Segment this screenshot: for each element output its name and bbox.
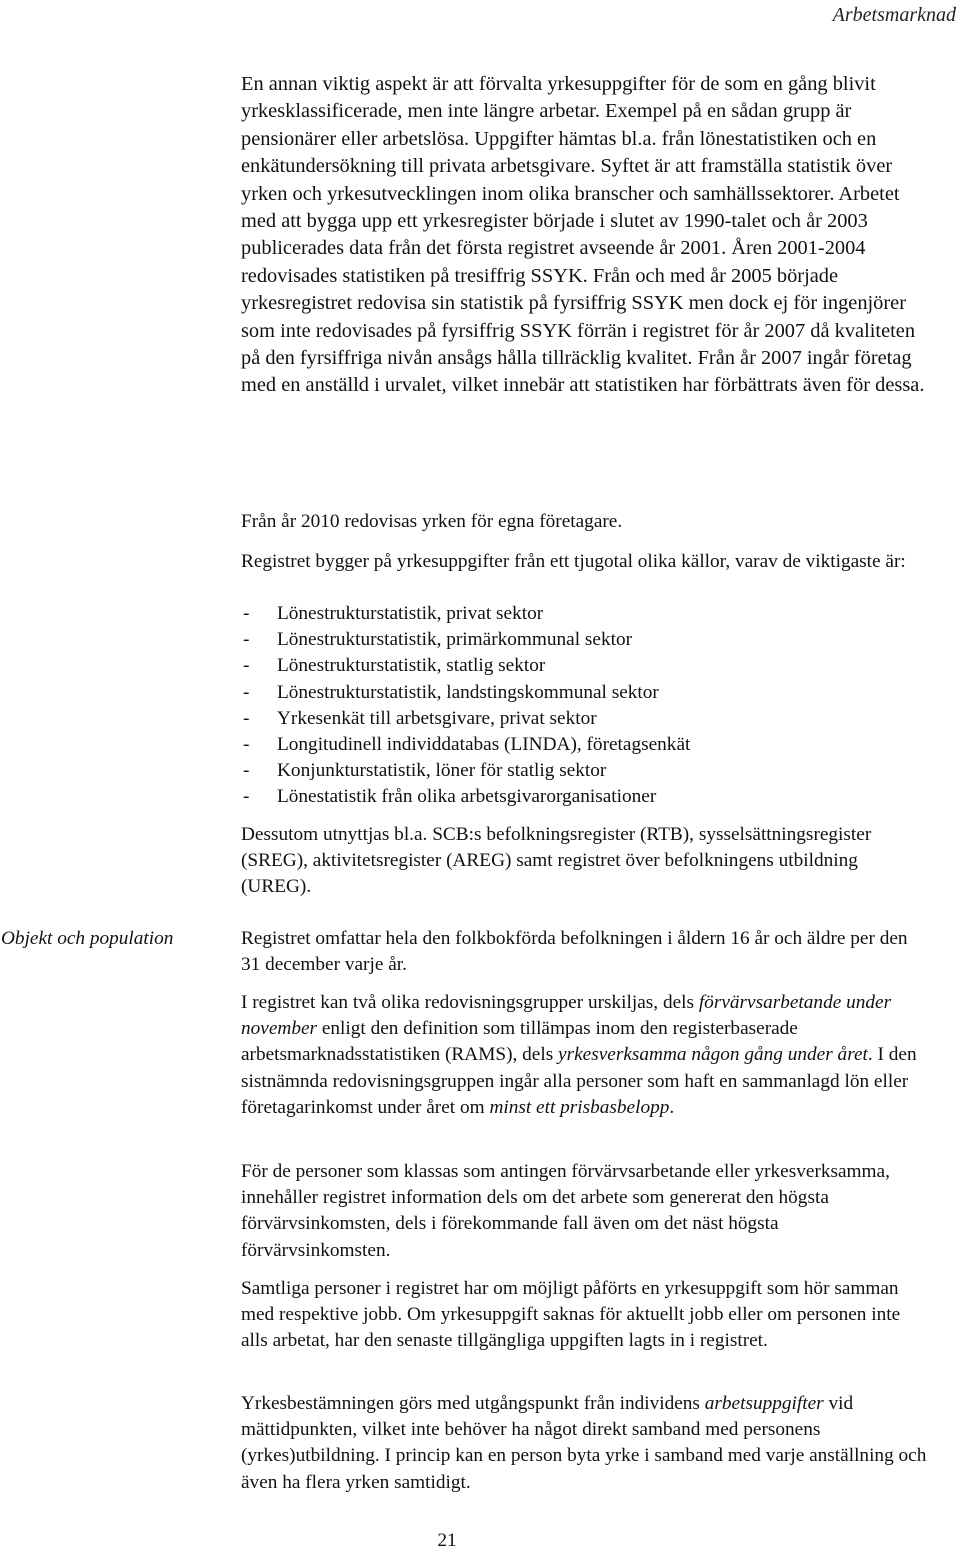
list-item-label: Lönestrukturstatistik, privat sektor [277,603,544,624]
list-dash: - [243,655,250,677]
list-item-label: Konjunkturstatistik, löner för statlig sektor [277,760,607,782]
list-item-label: Lönestrukturstatistik, primärkommunal sektor [277,629,633,651]
list-item [241,627,931,653]
text-run: . I den sistnämnda redovisningsgruppen ingår alla personer som haft en sammanlagd lön eller företagarinkomst under året om [241,1044,917,1118]
source-list [241,601,931,811]
list-dash: - [243,603,250,624]
list-item [241,706,931,732]
list-item [241,784,931,810]
intro-paragraph-3: Registret bygger på yrkesuppgifter från ett tjugotal olika källor, varav de viktigaste är: [241,551,906,572]
running-header: Arbetsmarknad [832,4,956,26]
population-paragraph-3: För de personer som klassas som antingen förvärvsarbetande eller yrkesverksamma, innehåller registret information dels om det arbete som genererat den högsta förvärvsinkomsten, dels i förekommande fall även om det näst högsta förvärvsinkomsten. [241,1161,890,1261]
list-dash: - [243,786,250,808]
intro-paragraph-1: En annan viktig aspekt är att förvalta yrkesuppgifter för de som en gång blivit yrkesklassificerade, men inte längre arbetar. Exempel på en sådan grupp är pensionärer eller arbetslösa. Uppgifter hämtas bl.a. från lönestatistiken och en enkätundersökning till privata arbetsgivare. Syftet är att framställa statistik över yrken och yrkesutvecklingen inom olika branscher och samhällssektorer. Arbetet med att bygga upp ett yrkesregister började i slutet av 1990-talet och år 2003 publicerades data från det första registret avseende år 2001. Åren 2001-2004 redovisades statistiken på tresiffrig SSYK. Från och med år 2005 började yrkesregistret redovisa sin statistik på fyrsiffrig SSYK men dock ej för ingenjörer som inte redovisades på fyrsiffrig SSYK förrän i registret för år 2007 då kvaliteten på den fyrsiffriga nivån ansågs hålla tillräcklig kvalitet. Från år 2007 ingår företag med en anställd i urvalet, vilket innebär att statistiken har förbättrats även för dessa. [241,73,925,397]
margin-heading: Objekt och population [1,928,174,949]
list-item-label: Longitudinell individdatabas (LINDA), företagsenkät [277,734,691,756]
list-item [241,732,931,758]
list-item [241,680,931,706]
list-dash: - [243,760,250,782]
list-dash: - [243,629,250,651]
text-run: Yrkesbestämningen görs med utgångspunkt från individens [241,1393,705,1414]
intro-paragraph-2: Från år 2010 redovisas yrken för egna företagare. [241,511,623,532]
emphasis-term: yrkesverksamma någon gång under året [558,1044,868,1066]
emphasis-term: förvärvsarbetande under november [241,992,892,1040]
population-paragraph-1: Registret omfattar hela den folkbokförda befolkningen i åldern 16 år och äldre per den 31 december varje år. [241,928,908,976]
additional-registers-paragraph: Dessutom utnyttjas bl.a. SCB:s befolkningsregister (RTB), sysselsättningsregister (SREG), aktivitetsregister (AREG) samt registret över befolkningens utbildning (UREG). [241,824,872,898]
text-run: vid mättidpunkten, vilket inte behöver ha något direkt samband med personens (yrkes)utbildning. I princip kan en person byta yrke i samband med varje anställning och även ha flera yrken samtidigt. [241,1393,927,1493]
list-dash: - [243,734,250,756]
text-run: I registret kan två olika redovisningsgrupper urskiljas, dels [241,992,699,1013]
population-paragraph-4: Samtliga personer i registret har om möjligt påförts en yrkesuppgift som hör samman med respektive jobb. Om yrkesuppgift saknas för aktuellt jobb eller om personen inte alls arbetat, har den senaste tillgängliga uppgiften lagts in i registret. [241,1278,901,1352]
list-item-label: Lönestrukturstatistik, landstingskommunal sektor [277,681,659,703]
list-item-label: Lönestatistik från olika arbetsgivarorganisationer [277,786,657,808]
page-number: 21 [437,1530,457,1551]
list-item [241,653,931,679]
population-paragraph-2 [241,990,931,1121]
emphasis-term: minst ett prisbasbelopp [489,1096,670,1118]
list-item-label: Lönestrukturstatistik, statlig sektor [277,655,546,677]
text-run: . [669,1096,675,1118]
list-dash: - [243,707,250,729]
emphasis-term: arbetsuppgifter [704,1393,824,1414]
text-run: enligt den definition som tillämpas inom den registerbaserade arbetsmarknadsstatistiken (RAMS), dels [241,1018,798,1066]
population-paragraph-5 [241,1391,931,1496]
list-item [241,758,931,784]
list-item [241,601,931,627]
list-dash: - [243,681,250,703]
list-item-label: Yrkesenkät till arbetsgivare, privat sektor [277,707,597,729]
